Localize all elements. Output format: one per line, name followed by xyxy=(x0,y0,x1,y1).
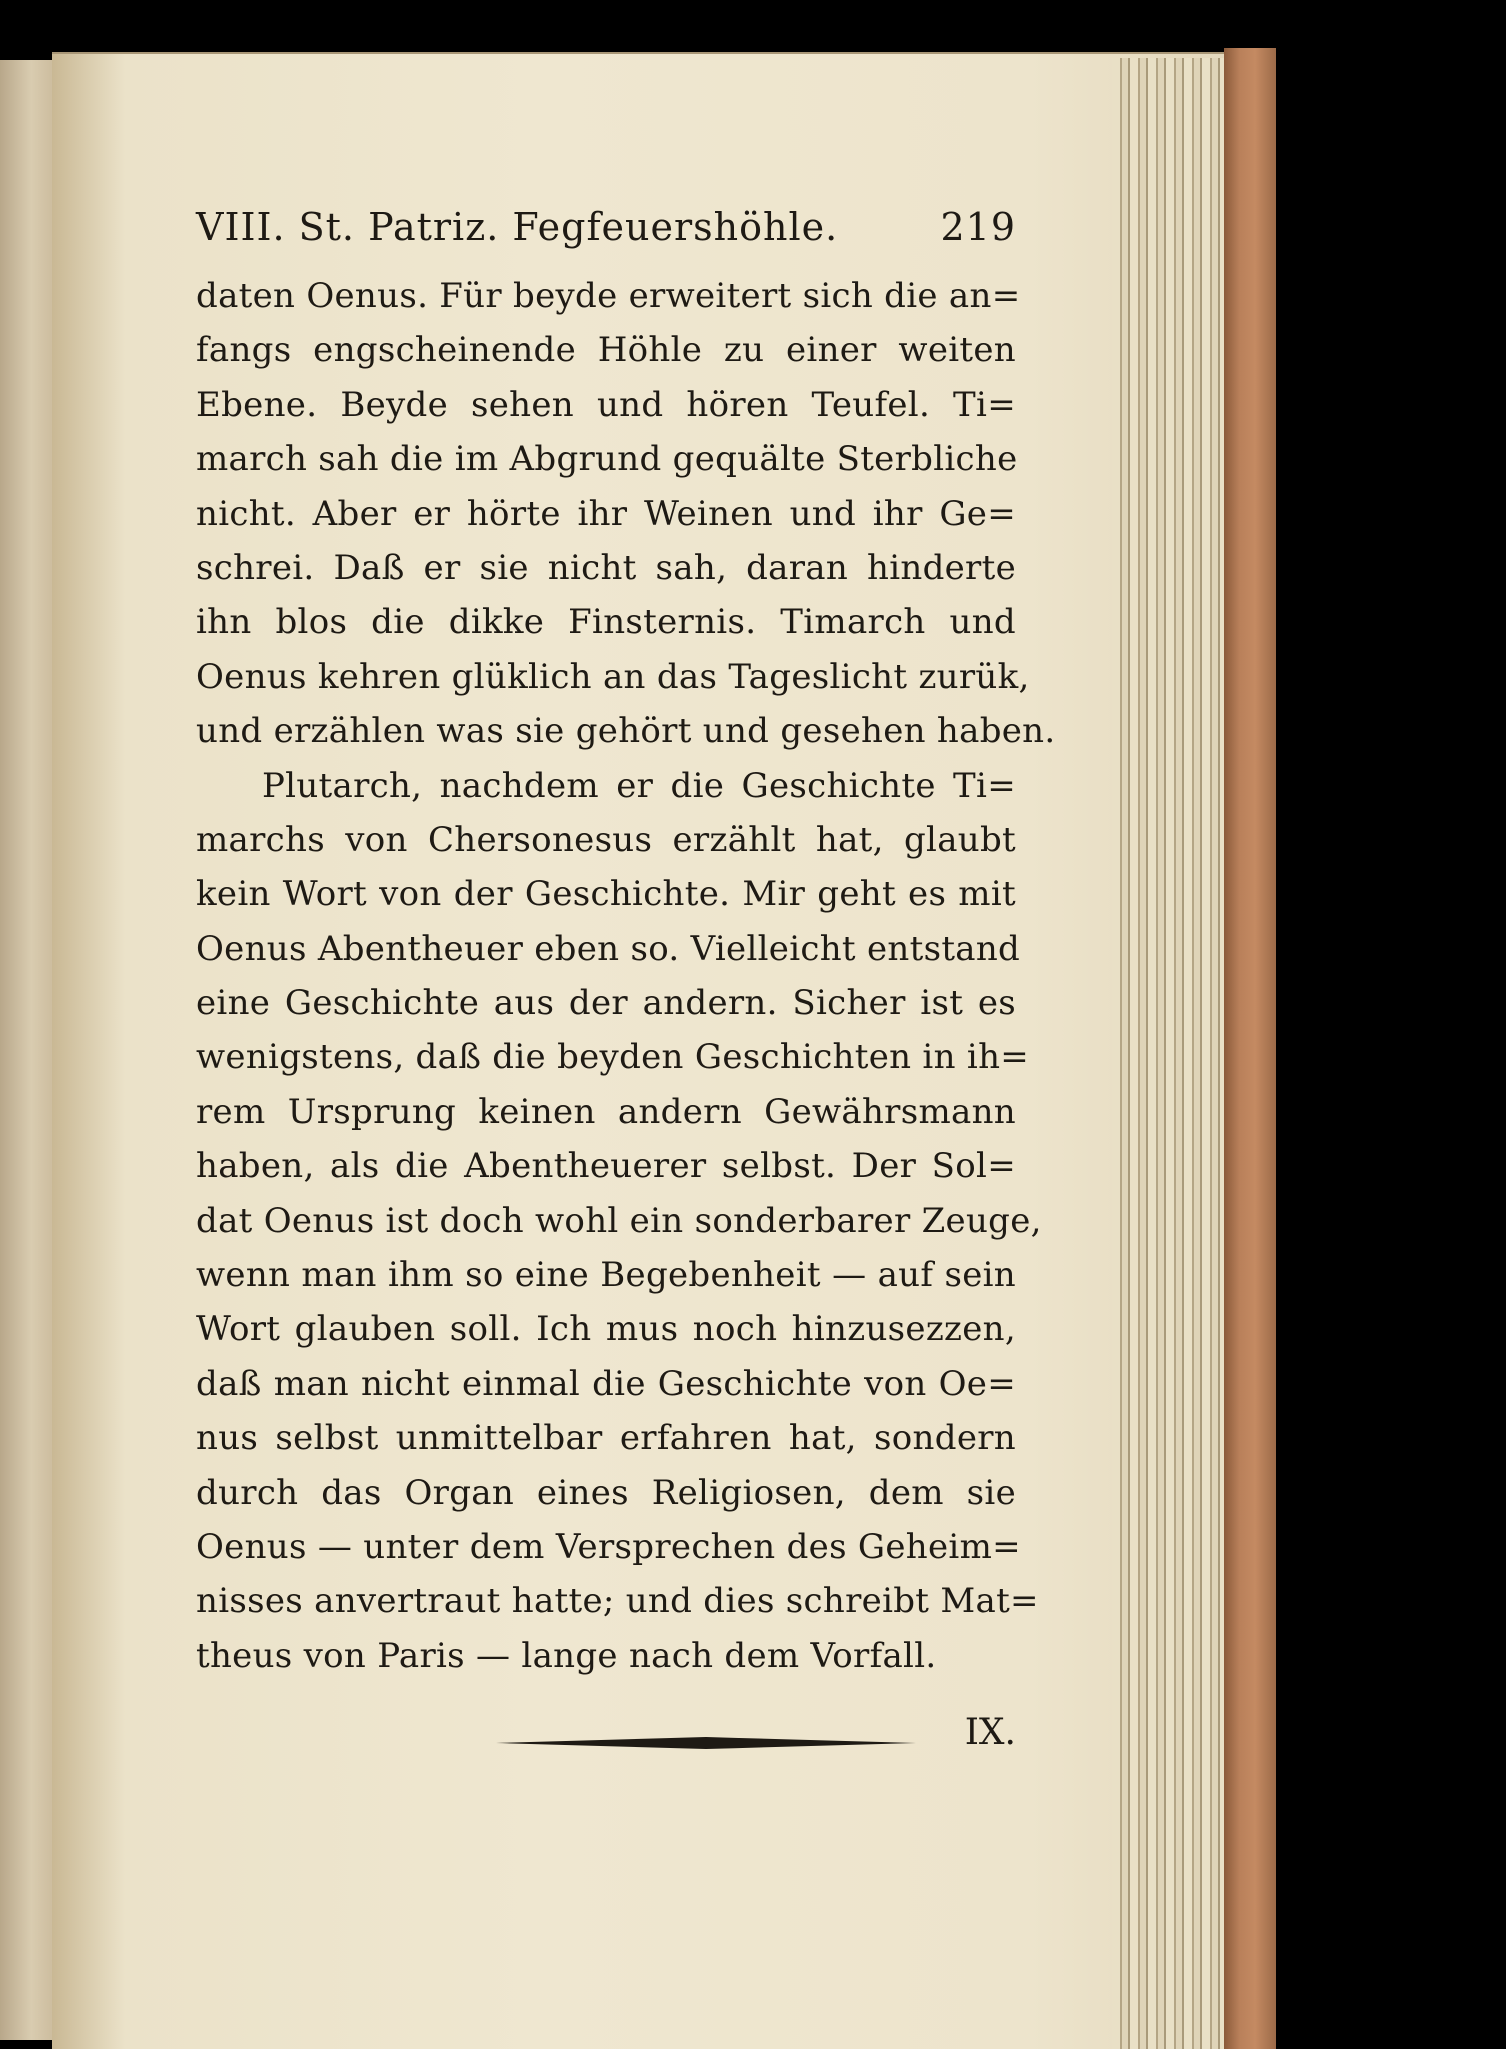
text-line: schrei. Daß er sie nicht sah, daran hinderte xyxy=(196,547,1016,588)
text-line: Plutarch, nachdem er die Geschichte Ti= xyxy=(262,765,1016,806)
text-line: dat Oenus ist doch wohl ein sonderbarer Zeuge, xyxy=(196,1200,1042,1241)
text-line: durch das Organ eines Religiosen, dem sie xyxy=(196,1472,1016,1513)
page-number: 219 xyxy=(940,205,1016,249)
body-text xyxy=(196,269,1056,1683)
text-line: kein Wort von der Geschichte. Mir geht es mit xyxy=(196,874,1016,915)
text-line: und erzählen was sie gehört und gesehen haben. xyxy=(196,711,1056,752)
text-line: Oenus kehren glüklich an das Tageslicht zurük, xyxy=(196,656,1030,697)
text-line: Wort glauben soll. Ich mus noch hinzusezzen, xyxy=(196,1309,1016,1350)
text-block xyxy=(196,205,1056,1683)
page-edges xyxy=(1112,58,1224,2049)
page-footer xyxy=(196,1712,1016,1772)
text-line: rem Ursprung keinen andern Gewährsmann xyxy=(196,1091,1016,1132)
text-line: nisses anvertraut hatte; und dies schreibt Mat= xyxy=(196,1581,1039,1622)
text-line: march sah die im Abgrund gequälte Sterbliche xyxy=(196,439,1018,480)
text-line: nus selbst unmittelbar erfahren hat, sondern xyxy=(196,1418,1016,1459)
text-line: theus von Paris — lange nach dem Vorfall. xyxy=(196,1635,937,1676)
text-line: eine Geschichte aus der andern. Sicher ist es xyxy=(196,983,1016,1024)
catchword: IX. xyxy=(964,1712,1016,1753)
text-line: Oenus Abentheuer eben so. Vielleicht entstand xyxy=(196,928,1021,969)
text-line: wenn man ihm so eine Begebenheit — auf sein xyxy=(196,1255,1016,1296)
book-cover-edge xyxy=(1224,48,1276,2049)
left-page-edge xyxy=(0,60,52,2040)
running-head xyxy=(196,205,1016,265)
text-line: ihn blos die dikke Finsternis. Timarch und xyxy=(196,602,1016,643)
text-line: Ebene. Beyde sehen und hören Teufel. Ti= xyxy=(196,384,1016,425)
text-line: wenigstens, daß die beyden Geschichten in ih= xyxy=(196,1037,1030,1078)
divider-ornament xyxy=(496,1736,916,1750)
chapter-title: VIII. St. Patriz. Fegfeuershöhle. xyxy=(196,205,839,249)
text-line: marchs von Chersonesus erzählt hat, glaubt xyxy=(196,819,1016,860)
text-line: Oenus — unter dem Versprechen des Geheim= xyxy=(196,1526,1021,1567)
text-line: fangs engscheinende Höhle zu einer weiten xyxy=(196,330,1016,371)
text-line: haben, als die Abentheuerer selbst. Der Sol= xyxy=(196,1146,1016,1187)
text-line: daß man nicht einmal die Geschichte von Oe= xyxy=(196,1363,1016,1404)
text-line: daten Oenus. Für beyde erweitert sich die an= xyxy=(196,276,1021,316)
text-line: nicht. Aber er hörte ihr Weinen und ihr Ge= xyxy=(196,493,1016,534)
